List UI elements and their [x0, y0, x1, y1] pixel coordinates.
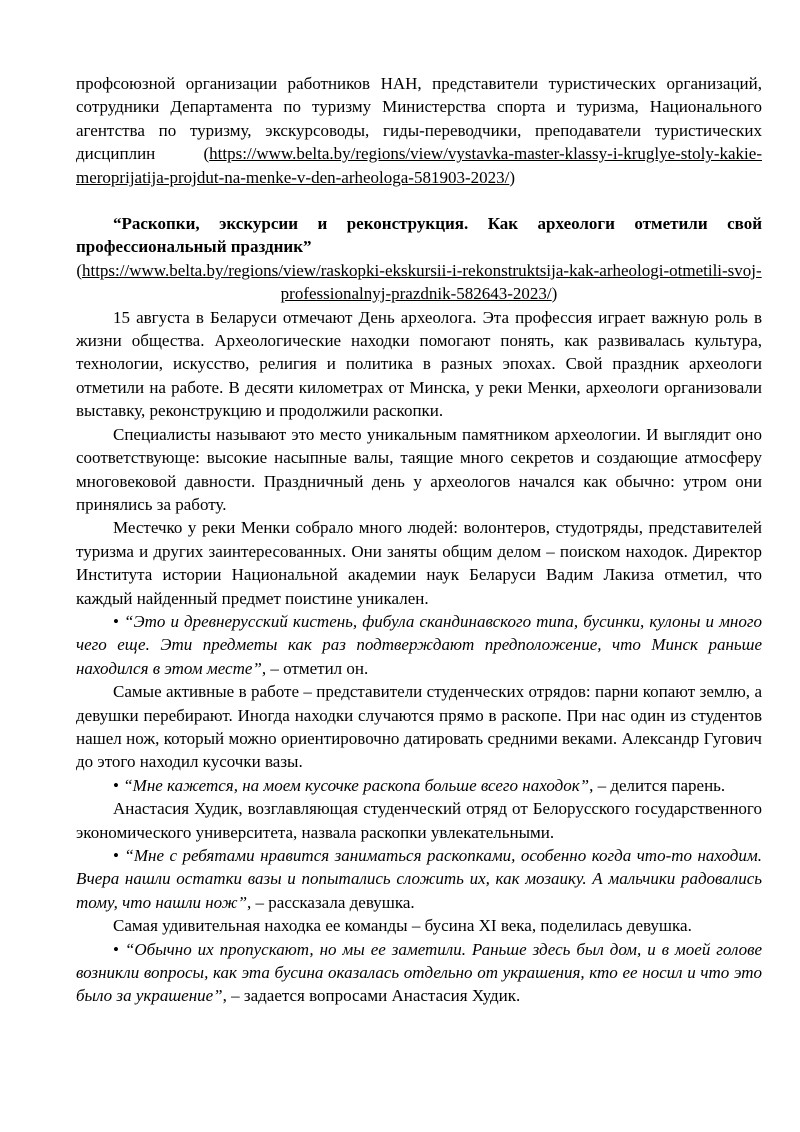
body-paragraph-5: Анастасия Худик, возглавляющая студенческий отряд от Белорусского государственного экономического университета, назвала раскопки увлекательными. — [76, 799, 762, 842]
article-source-close: ) — [551, 284, 558, 304]
quote-1-attribution: , – отметил он. — [261, 658, 369, 678]
bullet-4: • — [113, 939, 125, 959]
quote-1-text: “Это и древнерусский кистень, фибула скандинавского типа, бусинки, кулоны и много чего еще. Эти предметы как раз подтверждают предположение, что Минск раньше находился в этом месте” — [76, 611, 762, 678]
intro-paragraph — [76, 72, 762, 189]
quote-2-text: “Мне кажется, на моем кусочке раскопа больше всего находок” — [123, 775, 590, 795]
quote-2-attribution: , – делится парень. — [589, 775, 726, 795]
body-paragraph-6: Самая удивительная находка ее команды – бусина XI века, поделилась девушка. — [113, 916, 692, 936]
quote-paragraph-1 — [76, 610, 762, 680]
quote-paragraph-4 — [76, 938, 762, 1008]
quote-paragraph-2 — [76, 774, 762, 797]
quote-4-attribution: , – задается вопросами Анастасия Худик. — [222, 986, 521, 1006]
intro-text: профсоюзной организации работников НАН, представители туристических организаций, сотрудники Департамента по туризму Министерства спорта и туризма, Национального агентства по туризму, экскурсоводы, гиды-переводчики, преподаватели туристических дисциплин ( — [76, 74, 762, 164]
bullet-3: • — [113, 846, 125, 865]
bullet-2: • — [113, 775, 124, 795]
article-link[interactable]: https://www.belta.by/regions/view/raskopki-ekskursii-i-rekonstruktsija-kak-arheologi-otmetili-svoj-professionalnyj-prazdnik-582643-2023/ — [81, 260, 762, 304]
article-source-open: ( — [76, 260, 82, 280]
paragraph-gap — [76, 189, 762, 212]
body-paragraph-4: Самые активные в работе – представители студенческих отрядов: парни копают землю, а девушки перебирают. Иногда находки случаются прямо в раскопе. При нас один из студентов нашел нож, который можно ориентировочно датировать средними веками. Александр Гугович до этого находил кусочки вазы. — [76, 682, 762, 772]
body-paragraph-1: 15 августа в Беларуси отмечают День археолога. Эта профессия играет важную роль в жизни общества. Археологические находки помогают понять, как развивалась культура, технологии, искусство, религия и политика в разных эпохах. Свой праздник археологи отметили на работе. В десяти километрах от Минска, у реки Менки, археологи организовали выставку, реконструкцию и продолжили раскопки. — [76, 307, 762, 421]
quote-3-text: “Мне с ребятами нравится заниматься раскопками, особенно когда что-то находим. Вчера нашли остатки вазы и попытались сложить их, как мозаику. А мальчики радовались тому, что нашли нож” — [76, 846, 763, 912]
article-source — [76, 259, 762, 306]
quote-3-attribution: , – рассказала девушка. — [247, 892, 415, 912]
body-paragraph-3: Местечко у реки Менки собрало много людей: волонтеров, студотряды, представителей туризма и других заинтересованных. Они заняты общим делом – поиском находок. Директор Института истории Национальной академии наук Беларуси Вадим Лакиза отметил, что каждый найденный предмет поистине уникален. — [76, 518, 762, 608]
article-title: “Раскопки, экскурсии и реконструкция. Как археологи отметили свой профессиональный праздник” — [76, 214, 762, 257]
body-paragraph-2: Специалисты называют это место уникальным памятником археологии. И выглядит оно соответствующе: высокие насыпные валы, таящие много секретов и создающие атмосферу многовековой давности. Праздничный день у археологов начался как обычно: утром они принялись за работу. — [76, 424, 762, 514]
quote-paragraph-3 — [76, 844, 762, 914]
bullet-1: • — [113, 611, 125, 631]
quote-4-text: “Обычно их пропускают, но мы ее заметили. Раньше здесь был дом, и в моей голове возникли вопросы, как эта бусина оказалась отдельно от украшения, кто ее носил и что это было за украшение” — [76, 939, 762, 1006]
intro-close-paren: ) — [509, 167, 516, 187]
intro-link[interactable]: https://www.belta.by/regions/view/vystavka-master-klassy-i-kruglye-stoly-kakie-meroprijatija-projdut-na-menke-v-den-arheologa-581903-2023/ — [76, 144, 762, 187]
